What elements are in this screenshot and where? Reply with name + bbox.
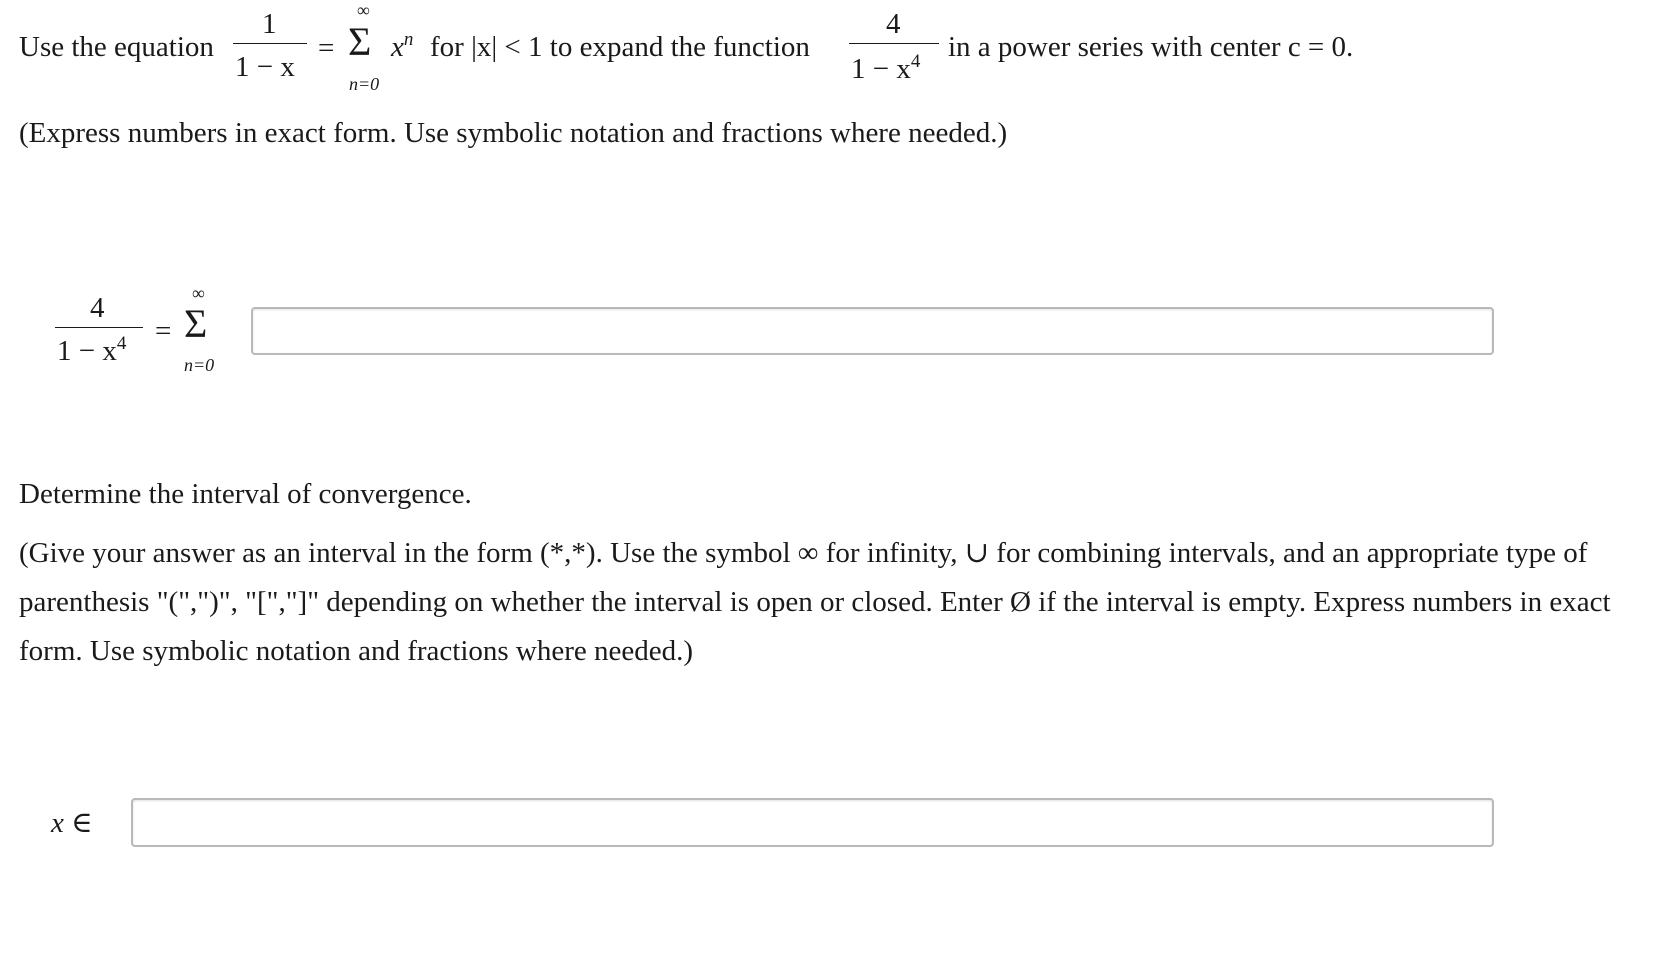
x-element-of-label: x ∈: [51, 807, 93, 839]
series-term-input[interactable]: [251, 307, 1494, 355]
fraction-bar: [233, 43, 307, 44]
interval-input[interactable]: [131, 798, 1494, 847]
lhs-fraction-bar: [55, 327, 143, 328]
answer1-sigma-symbol: Σ: [184, 301, 208, 346]
equals-sign: =: [318, 32, 335, 64]
fraction-numerator: 1: [262, 8, 277, 40]
lhs-numerator: 4: [90, 292, 105, 324]
lhs-denominator-exponent: 4: [116, 333, 127, 354]
fraction2-denominator-base: 1 − x: [851, 53, 911, 85]
instruction-exact-form: (Express numbers in exact form. Use symbolic notation and fractions where needed.): [19, 117, 1008, 149]
fraction2-denominator-exponent: 4: [910, 51, 921, 72]
condition-text: for |x| < 1 to expand the function: [430, 31, 810, 63]
lhs-denominator-base: 1 − x: [57, 335, 117, 367]
fraction-denominator: 1 − x: [235, 51, 295, 83]
intro-text: Use the equation: [19, 31, 214, 63]
interval-prompt: Determine the interval of convergence.: [19, 478, 472, 510]
sum-term: [391, 29, 414, 63]
sum-lower-limit: n=0: [349, 74, 380, 94]
interval-instruction: (Give your answer as an interval in the form (*,*). Use the symbol ∞ for infinity, ∪ for combining intervals, and an appropriate type of parenthesis "(",")", "[","]" depending on whether the interval is open or closed. Enter Ø if the interval is empty. Express numbers in exact form. Use symbolic notation and fractions where needed.): [19, 537, 1611, 667]
sigma-symbol: Σ: [348, 19, 372, 64]
sum-term-base: x: [391, 31, 404, 63]
fraction2-bar: [849, 43, 939, 44]
intro-tail: in a power series with center c = 0.: [948, 31, 1354, 63]
fraction2-numerator: 4: [886, 8, 901, 40]
answer1-equals: =: [155, 315, 172, 347]
sum-term-exponent: n: [403, 29, 414, 50]
fraction2-denominator: [851, 51, 921, 85]
answer1-sum-lower-limit: n=0: [184, 355, 215, 375]
answer1-sum-upper-limit: ∞: [192, 283, 205, 303]
lhs-denominator: [57, 333, 127, 367]
sum-upper-limit: ∞: [357, 0, 370, 20]
